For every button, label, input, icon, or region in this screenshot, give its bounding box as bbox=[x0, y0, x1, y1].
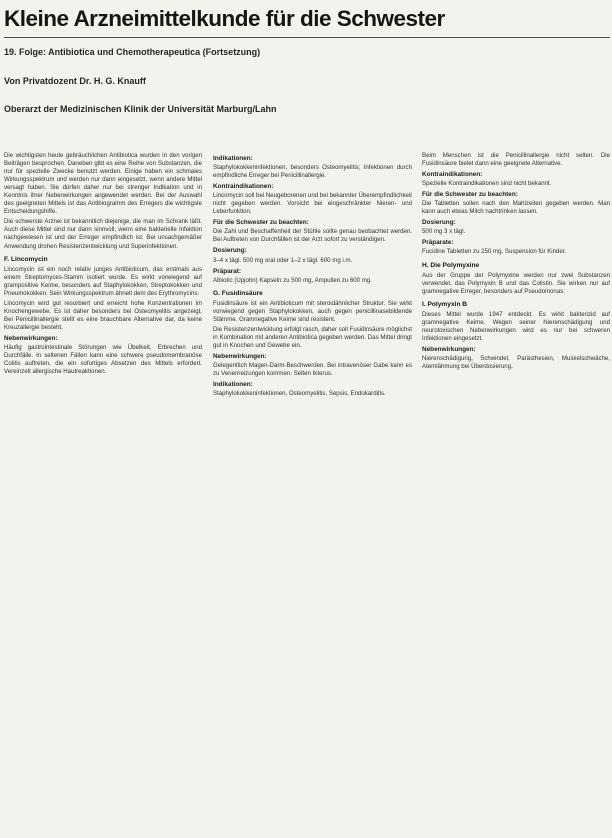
paragraph: Nierenschädigung, Schwindel, Parästhesien, Muskelschwäche, Atemlähmung bei Überdosierung. bbox=[422, 354, 610, 371]
section-heading: I. Polymyxin B bbox=[422, 300, 468, 308]
subheading: Nebenwirkungen: bbox=[213, 352, 267, 360]
section-heading: H. Die Polymyxine bbox=[422, 261, 480, 269]
series-line: 19. Folge: Antibiotica und Chemotherapeutica (Fortsetzung) bbox=[4, 47, 261, 57]
title-rule bbox=[4, 37, 610, 38]
paragraph: Spezielle Kontraindikationen sind nicht bekannt. bbox=[422, 180, 552, 188]
subheading: Indikationen: bbox=[213, 381, 253, 389]
affiliation-line: Oberarzt der Medizinischen Klinik der Universität Marburg/Lahn bbox=[4, 104, 277, 114]
paragraph: Die schwerste Arznei ist bekanntlich diejenige, die man im Schrank läßt. Auch diese Mittel sind nur dann sinnvoll, wenn eine bakterielle Infektion nachgewiesen ist und der Erreger empfindlich ist. Bei unsachgemäßer Anwendung drohen Resistenzentwicklung und Superinfektionen. bbox=[4, 218, 202, 250]
subheading: Nebenwirkungen: bbox=[422, 345, 476, 353]
paragraph: Dieses Mittel wurde 1947 entdeckt. Es wirkt bakterizid auf gramnegative Keime. Wegen seiner Nierenschädigung und neurotoxischen Nebenwirkungen wird es nur bei schweren Infektionen eingesetzt. bbox=[422, 310, 610, 342]
section-heading: F. Lincomycin bbox=[4, 255, 48, 263]
paragraph: Staphylokokkeninfektionen, Osteomyelitis, Sepsis, Endokarditis. bbox=[213, 390, 386, 398]
paragraph: Lincomycin ist ein noch relativ junges Antibioticum, das erstmals aus einem Streptomyces-Stamm isoliert wurde. Es wirkt vorwiegend auf grampositive Keime, besonders auf Staphylokokken, Streptokokken und Pneumokokken. Sein Wirkungsspektrum ähnelt dem des Erythromycins. bbox=[4, 265, 202, 297]
paragraph: Häufig gastrointestinale Störungen wie Übelkeit, Erbrechen und Durchfälle. In seltenen Fällen kann eine schwere pseudomembranöse Colitis auftreten, die ein sofortiges Absetzen des Mittels erfordert. Vereinzelt allergische Hautreaktionen. bbox=[4, 344, 202, 376]
paragraph: Fucidine Tabletten zu 250 mg, Suspension für Kinder. bbox=[422, 248, 567, 256]
paragraph: 3–4 x tägl. 500 mg oral oder 1–2 x tägl. 600 mg i.m. bbox=[213, 256, 353, 264]
author-line: Von Privatdozent Dr. H. G. Knauff bbox=[4, 76, 146, 86]
subheading: Nebenwirkungen: bbox=[4, 334, 58, 342]
paragraph: Gelegentlich Magen-Darm-Beschwerden. Bei intravenöser Gabe kann es zu Venenreizungen kommen. Selten Ikterus. bbox=[213, 362, 412, 378]
paragraph: Die Tabletten sollen nach den Mahlzeiten gegeben werden. Man kann auch etwas Milch nachtrinken lassen. bbox=[422, 200, 610, 216]
paragraph: Die wichtigsten heute gebräuchlichen Antibiotica wurden in den vorigen Beiträgen besprochen. Daneben gibt es eine Reihe von Substanzen, die nur für spezielle Zwecke benutzt werden. Einige haben ein schmales Wirkungsspektrum und werden nur dann eingesetzt, wenn andere Mittel versagt haben. Sie dürfen daher nur bei strenger Indikation und in Kenntnis ihrer Nebenwirkungen angewendet werden. Bei der Auswahl des geeigneten Mittels ist das Antibiogramm des Erregers die wichtigste Entscheidungshilfe. bbox=[4, 152, 202, 216]
paragraph: Die Zahl und Beschaffenheit der Stühle sollte genau beobachtet werden. Bei Auftreten von Durchfällen ist der Arzt sofort zu verständigen. bbox=[213, 228, 412, 244]
text-column-2 bbox=[213, 152, 412, 836]
subheading: Kontraindikationen: bbox=[213, 183, 274, 191]
subheading: Präparat: bbox=[213, 267, 242, 275]
subheading: Präparate: bbox=[422, 239, 454, 247]
subheading: Dosierung: bbox=[213, 247, 247, 255]
article-title: Kleine Arzneimittelkunde für die Schwester bbox=[4, 6, 445, 31]
subheading: Kontraindikationen: bbox=[422, 171, 483, 179]
paragraph: Beim Menschen ist die Penicillinallergie nicht selten. Die Fusidinsäure bietet dann eine geeignete Alternative. bbox=[422, 152, 610, 168]
paragraph: Fusidinsäure ist ein Antibioticum mit steroidähnlicher Struktur. Sie wirkt vorwiegend gegen Staphylokokken, auch gegen penicillinasebildende Stämme. Gramnegative Keime sind resistent. bbox=[213, 299, 412, 323]
subheading: Für die Schwester zu beachten: bbox=[422, 191, 518, 199]
subheading: Dosierung: bbox=[422, 219, 456, 227]
paragraph: Aus der Gruppe der Polymyxine werden nur zwei Substanzen verwendet, das Polymyxin B und das Colistin. Sie wirken nur auf gramnegative Erreger, besonders auf Pseudomonas. bbox=[422, 271, 610, 295]
paragraph: Staphylokokkeninfektionen, besonders Osteomyelitis; Infektionen durch empfindliche Erreger bei Penicillinallergie. bbox=[213, 164, 412, 180]
subheading: Indikationen: bbox=[213, 155, 253, 162]
section-heading: G. Fusidinsäure bbox=[213, 289, 263, 297]
subheading: Für die Schwester zu beachten: bbox=[213, 219, 309, 227]
text-column-1 bbox=[4, 152, 202, 836]
paragraph: 500 mg 3 x tägl. bbox=[422, 228, 466, 236]
paragraph: Lincomycin wird gut resorbiert und erreicht hohe Konzentrationen im Knochengewebe. Es ist daher besonders bei Osteomyelitis angezeigt. Bei Penicillinallergie stellt es eine brauchbare Alternative dar, da keine Kreuzallergie besteht. bbox=[4, 299, 202, 331]
paragraph: Die Resistenzentwicklung erfolgt rasch, daher soll Fusidinsäure möglichst in Kombination mit anderen Antibiotica gegeben werden. Das Mittel dringt gut in Knochen und Gewebe ein. bbox=[213, 325, 412, 349]
paragraph: Albiotic (Upjohn) Kapseln zu 500 mg, Ampullen zu 600 mg. bbox=[213, 276, 372, 284]
text-column-3 bbox=[422, 152, 610, 836]
paragraph: Lincomycin soll bei Neugeborenen und bei bekannter Überempfindlichkeit nicht gegeben werden. Vorsicht bei eingeschränkter Nieren- und Leberfunktion. bbox=[213, 192, 412, 216]
